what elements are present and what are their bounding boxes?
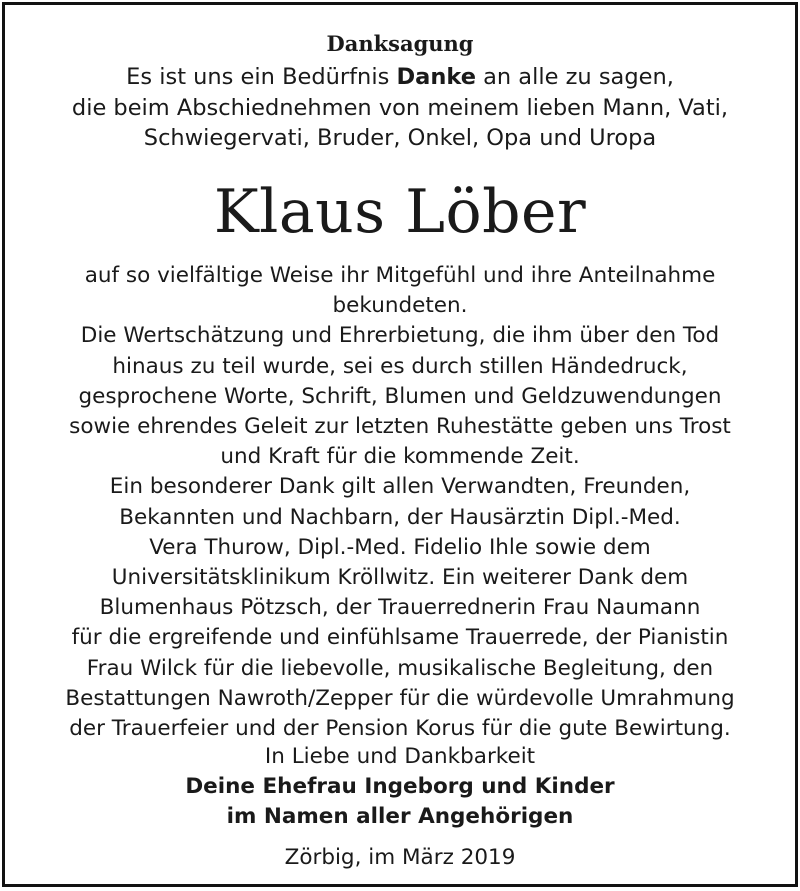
body-line: Blumenhaus Pötzsch, der Trauerrednerin Frau Naumann xyxy=(99,595,701,621)
obituary-notice xyxy=(2,2,798,887)
body-line: Vera Thurow, Dipl.-Med. Fidelio Ihle sowie dem xyxy=(149,534,651,560)
intro-line: Schwiegervati, Bruder, Onkel, Opa und Uropa xyxy=(143,125,657,151)
place-date: Zörbig, im März 2019 xyxy=(284,845,516,870)
body-line: Frau Wilck für die liebevolle, musikalische Begleitung, den xyxy=(86,655,714,681)
body-line: und Kraft für die kommende Zeit. xyxy=(220,444,580,470)
closing-line: In Liebe und Dankbarkeit xyxy=(264,744,536,769)
body-line: gesprochene Worte, Schrift, Blumen und Geldzuwendungen xyxy=(78,383,722,409)
body-line: auf so vielfältige Weise ihr Mitgefühl und ihre Anteilnahme xyxy=(84,263,716,288)
body-line: Ein besonderer Dank gilt allen Verwandten, Freunden, xyxy=(109,474,691,500)
body-line: Die Wertschätzung und Ehrerbietung, die ihm über den Tod xyxy=(80,323,720,349)
signature-relatives: im Namen aller Angehörigen xyxy=(226,804,574,829)
body-line: der Trauerfeier und der Pension Korus für die gute Bewirtung. xyxy=(69,716,731,742)
signature-family: Deine Ehefrau Ingeborg und Kinder xyxy=(185,774,615,799)
intro-text: an alle zu sagen, xyxy=(475,64,674,90)
body-line: für die ergreifende und einfühlsame Trauerrede, der Pianistin xyxy=(71,625,729,651)
body-line: bekundeten. xyxy=(332,293,468,319)
notice-heading: Danksagung xyxy=(326,31,474,56)
closing-block xyxy=(5,742,795,832)
intro-line: die beim Abschiednehmen von meinem lieben Mann, Vati, xyxy=(71,94,729,121)
body-paragraph xyxy=(5,261,795,744)
body-line: hinaus zu teil wurde, sei es durch stillen Händedruck, xyxy=(112,353,688,379)
intro-line xyxy=(5,62,795,93)
body-line: Universitätsklinikum Kröllwitz. Ein weiterer Dank dem xyxy=(111,565,689,591)
intro-bold-word: Danke xyxy=(396,64,476,90)
body-line: sowie ehrendes Geleit zur letzten Ruhestätte geben uns Trost xyxy=(69,414,731,440)
deceased-name: Klaus Löber xyxy=(213,177,587,247)
intro-paragraph xyxy=(5,62,795,154)
body-line: Bekannten und Nachbarn, der Hausärztin Dipl.-Med. xyxy=(119,504,681,530)
body-line: Bestattungen Nawroth/Zepper für die würdevolle Umrahmung xyxy=(65,685,735,711)
intro-text: Es ist uns ein Bedürfnis xyxy=(126,64,397,90)
